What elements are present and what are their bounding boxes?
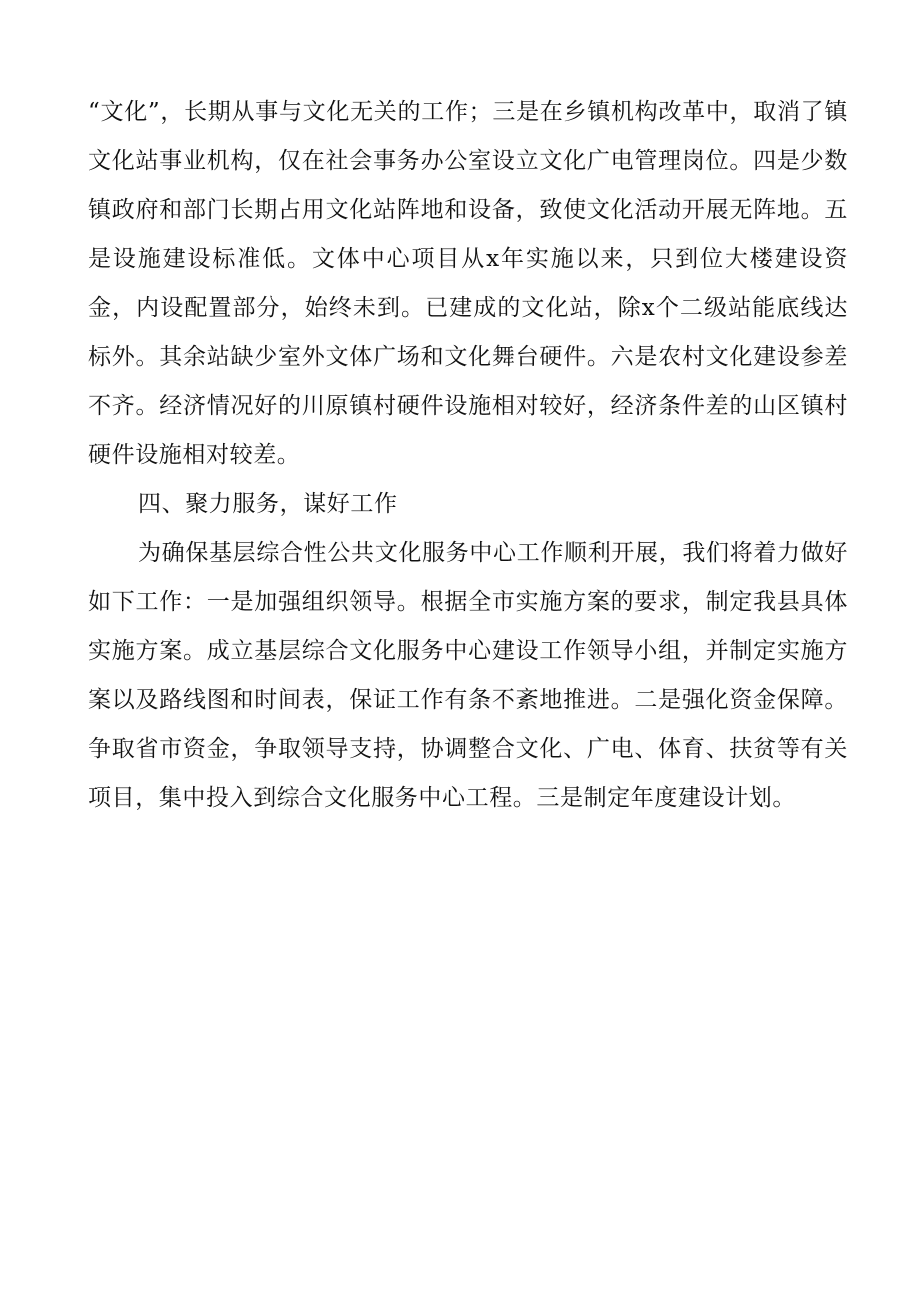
document-body xyxy=(88,88,848,823)
paragraph-continued: “文化”，长期从事与文化无关的工作；三是在乡镇机构改革中，取消了镇文化站事业机构，仅在社会事务办公室设立文化广电管理岗位。四是少数镇政府和部门长期占用文化站阵地和设备，致使文化活动开展无阵地。五是设施建设标准低。文体中心项目从x年实施以来，只到位大楼建设资金，内设配置部分，始终未到。已建成的文化站，除x个二级站能底线达标外。其余站缺少室外文体广场和文化舞台硬件。六是农村文化建设参差不齐。经济情况好的川原镇村硬件设施相对较好，经济条件差的山区镇村硬件设施相对较差。 xyxy=(88,99,848,468)
section-heading: 四、聚力服务，谋好工作 xyxy=(138,491,398,517)
paragraph-work-plan: 为确保基层综合性公共文化服务中心工作顺利开展，我们将着力做好如下工作：一是加强组织领导。根据全市实施方案的要求，制定我县具体实施方案。成立基层综合文化服务中心建设工作领导小组，并制定实施方案以及路线图和时间表，保证工作有条不紊地推进。二是强化资金保障。争取省市资金，争取领导支持，协调整合文化、广电、体育、扶贫等有关项目，集中投入到综合文化服务中心工程。三是制定年度建设计划。 xyxy=(88,540,848,811)
